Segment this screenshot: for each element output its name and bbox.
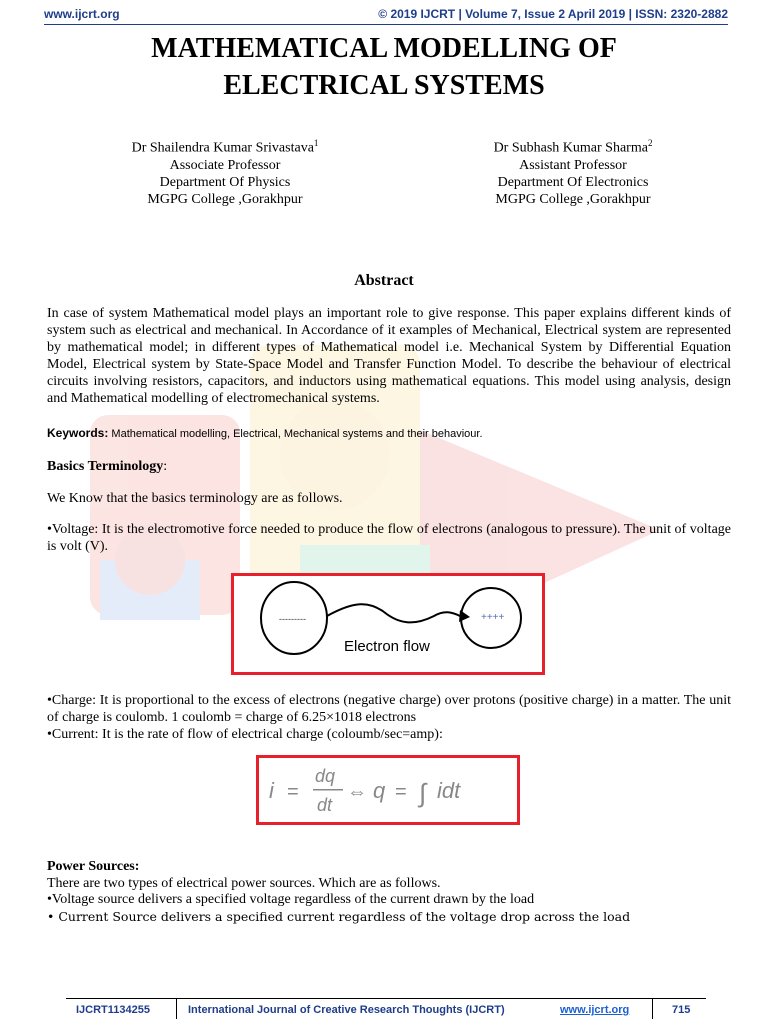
basics-heading: Basics Terminology: bbox=[47, 459, 168, 474]
eq-equals: = bbox=[287, 781, 299, 803]
header-meta: © 2019 IJCRT | Volume 7, Issue 2 April 2019 | ISSN: 2320-2882 bbox=[378, 7, 728, 21]
title-line-1: MATHEMATICAL MODELLING OF bbox=[151, 33, 617, 64]
negative-charge-label: --------- bbox=[279, 614, 306, 624]
keywords-text: Mathematical modelling, Electrical, Mechanical systems and their behaviour. bbox=[108, 428, 483, 440]
electron-flow-diagram bbox=[234, 576, 542, 672]
author-dept: Department Of Physics bbox=[159, 174, 291, 190]
page-header bbox=[0, 0, 768, 30]
author-dept: Department Of Electronics bbox=[497, 174, 649, 190]
current-source-item: • Current Source delivers a specified current regardless of the voltage drop across the load bbox=[47, 909, 631, 924]
power-sources-heading: Power Sources: bbox=[47, 859, 140, 874]
header-site[interactable]: www.ijcrt.org bbox=[44, 7, 120, 21]
page-footer bbox=[66, 998, 706, 1020]
footer-page-number: 715 bbox=[672, 1004, 691, 1016]
current-definition: •Current: It is the rate of flow of electrical charge (coloumb/sec=amp): bbox=[47, 727, 443, 742]
footer-link[interactable]: www.ijcrt.org bbox=[560, 1004, 630, 1016]
paper-title bbox=[0, 30, 768, 104]
positive-charge-label: ++++ bbox=[481, 612, 505, 623]
eq-lhs: i bbox=[269, 778, 274, 803]
eq-integral: ∫ bbox=[419, 778, 427, 808]
current-equation bbox=[259, 758, 517, 822]
eq-rhs: idt bbox=[437, 778, 461, 803]
charge-definition: •Charge: It is proportional to the excess of electrons (negative charge) over protons (positive charge) in a matter. The unit of charge is coulomb. 1 coulomb = charge of 6.25×1018 electrons bbox=[47, 693, 731, 725]
abstract-heading: Abstract bbox=[354, 272, 414, 289]
footer-separator bbox=[176, 999, 177, 1019]
footer-separator bbox=[652, 999, 653, 1019]
author-role: Assistant Professor bbox=[519, 157, 627, 173]
power-sources-intro: There are two types of electrical power sources. Which are as follows. bbox=[47, 876, 441, 891]
author-college: MGPG College ,Gorakhpur bbox=[147, 191, 303, 207]
flow-arrow-path bbox=[327, 604, 460, 622]
voltage-definition: •Voltage: It is the electromotive force needed to produce the flow of electrons (analogous to pressure). The unit of voltage is volt (V). bbox=[47, 522, 731, 554]
current-equation-figure bbox=[256, 755, 520, 825]
voltage-source-item: •Voltage source delivers a specified voltage regardless of the current drawn by the load bbox=[47, 892, 535, 907]
flow-arrow-head bbox=[459, 610, 470, 622]
author-name: Dr Subhash Kumar Sharma$^2$ bbox=[493, 138, 653, 156]
eq-denominator: dt bbox=[317, 795, 333, 815]
title-line-2: ELECTRICAL SYSTEMS bbox=[223, 70, 545, 101]
author-name: Dr Shailendra Kumar Srivastava$^1$ bbox=[131, 138, 319, 156]
electron-flow-caption: Electron flow bbox=[344, 638, 430, 655]
eq-q: q bbox=[373, 778, 386, 803]
footer-id: IJCRT1134255 bbox=[76, 1004, 150, 1016]
electron-flow-figure bbox=[231, 573, 545, 675]
eq-iff-arrow: ⇔ bbox=[347, 781, 367, 803]
author-block-1 bbox=[110, 135, 340, 208]
abstract-text: In case of system Mathematical model plays an important role to give response. This paper explains different kinds of system such as electrical and mechanical. In Accordance of it examples of Mechanical, Electrical system are represented by mathematical model; in different types of Mathematical model i.e. Mechanical System by Differential Equation Model, Electrical system by State-Space Model and Transfer Function Model. To describe the behaviour of electrical circuits involving resistors, capacitors, and inductors using mathematical equations. This model using analysis, design and Mathematical modelling of electromechanical systems. bbox=[47, 306, 731, 406]
keywords bbox=[47, 424, 731, 443]
eq-fraction-bar bbox=[313, 789, 343, 791]
author-block-2 bbox=[458, 135, 688, 208]
author-role: Associate Professor bbox=[169, 157, 281, 173]
eq-numerator: dq bbox=[315, 766, 336, 786]
footer-journal: International Journal of Creative Research Thoughts (IJCRT) bbox=[188, 1004, 505, 1016]
keywords-label: Keywords: bbox=[47, 426, 109, 440]
eq-equals-2: = bbox=[395, 781, 407, 803]
header-rule bbox=[44, 24, 728, 25]
author-college: MGPG College ,Gorakhpur bbox=[495, 191, 651, 207]
basics-intro: We Know that the basics terminology are as follows. bbox=[47, 491, 343, 506]
